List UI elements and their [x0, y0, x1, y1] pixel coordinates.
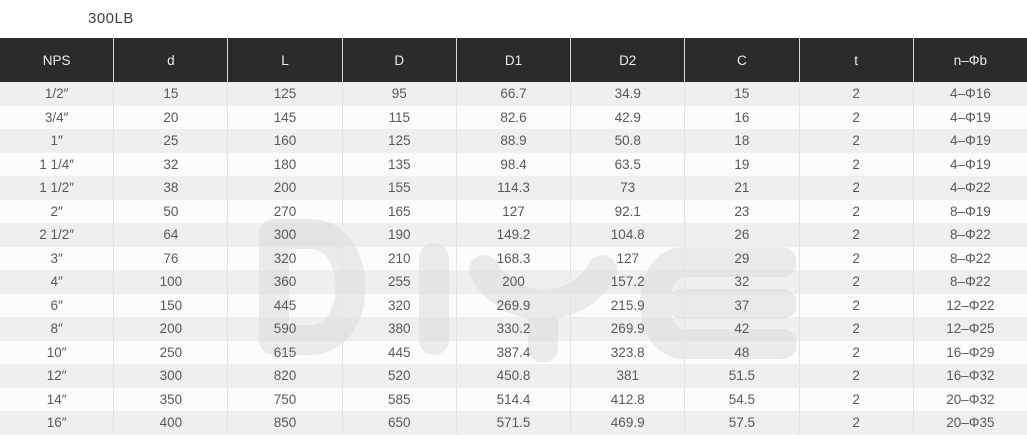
- table-cell: 360: [227, 270, 341, 294]
- table-cell: 585: [342, 388, 456, 412]
- table-cell: 650: [342, 411, 456, 435]
- table-cell: 200: [227, 176, 341, 200]
- header-cell: n–Φb: [913, 38, 1027, 82]
- table-cell: 157.2: [570, 270, 684, 294]
- table-row: [0, 82, 1027, 106]
- table-cell: 23: [684, 200, 798, 224]
- table-cell: 20–Φ32: [913, 388, 1027, 412]
- table-cell: 73: [570, 176, 684, 200]
- table-cell: 149.2: [456, 223, 570, 247]
- header-cell: t: [799, 38, 913, 82]
- header-cell: D1: [456, 38, 570, 82]
- table-cell: 95: [342, 82, 456, 106]
- table-cell: 3/4″: [44, 109, 69, 125]
- table-cell: 571.5: [456, 411, 570, 435]
- table-cell: 127: [456, 200, 570, 224]
- table-cell: 200: [456, 270, 570, 294]
- table-cell: 15: [113, 82, 227, 106]
- table-cell: 250: [113, 341, 227, 365]
- header-cell: D2: [570, 38, 684, 82]
- table-cell: 450.8: [456, 364, 570, 388]
- table-cell: 26: [684, 223, 798, 247]
- table-cell: 18: [684, 129, 798, 153]
- table-cell: 2: [799, 317, 913, 341]
- table-cell: 150: [113, 294, 227, 318]
- table-cell: 850: [227, 411, 341, 435]
- table-cell: 330.2: [456, 317, 570, 341]
- table-cell: 1/2″: [44, 86, 69, 102]
- table-cell: 12–Φ22: [913, 294, 1027, 318]
- table-cell: 54.5: [684, 388, 798, 412]
- table-cell: 2: [799, 411, 913, 435]
- table-cell: 48: [684, 341, 798, 365]
- table-cell: 2: [799, 129, 913, 153]
- table-cell: 168.3: [456, 247, 570, 271]
- table-row: [0, 388, 1027, 412]
- table-cell: 76: [113, 247, 227, 271]
- table-cell: 215.9: [570, 294, 684, 318]
- table-cell: 115: [342, 106, 456, 130]
- table-cell: 165: [342, 200, 456, 224]
- table-cell: 14″: [46, 391, 67, 407]
- table-cell: 750: [227, 388, 341, 412]
- table-cell: 4–Φ19: [913, 106, 1027, 130]
- table-row: [0, 200, 1027, 224]
- table-cell: 4″: [50, 274, 63, 290]
- table-cell: 25: [113, 129, 227, 153]
- table-cell: 42: [684, 317, 798, 341]
- table-row: [0, 247, 1027, 271]
- table-cell: 2: [799, 247, 913, 271]
- table-cell: 300: [227, 223, 341, 247]
- table-cell: 12″: [46, 368, 67, 384]
- table-header-row: [0, 38, 1027, 82]
- table-cell: 66.7: [456, 82, 570, 106]
- table-cell: 20–Φ35: [913, 411, 1027, 435]
- table-cell: 104.8: [570, 223, 684, 247]
- table-cell: 412.8: [570, 388, 684, 412]
- table-cell: 590: [227, 317, 341, 341]
- table-cell: 16″: [46, 415, 67, 431]
- table-cell: 15: [684, 82, 798, 106]
- table-cell: 8″: [50, 321, 63, 337]
- table-cell: 145: [227, 106, 341, 130]
- table-cell: 92.1: [570, 200, 684, 224]
- table-cell: 445: [227, 294, 341, 318]
- table-cell: 2: [799, 388, 913, 412]
- table-row: [0, 106, 1027, 130]
- table-cell: 514.4: [456, 388, 570, 412]
- table-cell: 37: [684, 294, 798, 318]
- table-cell: 2: [799, 341, 913, 365]
- table-cell: 16–Φ32: [913, 364, 1027, 388]
- table-cell: 155: [342, 176, 456, 200]
- table-cell: 29: [684, 247, 798, 271]
- table-cell: 1 1/4″: [39, 156, 75, 172]
- table-cell: 469.9: [570, 411, 684, 435]
- table-cell: 4–Φ22: [913, 176, 1027, 200]
- table-cell: 88.9: [456, 129, 570, 153]
- table-cell: 51.5: [684, 364, 798, 388]
- table-cell: 381: [570, 364, 684, 388]
- table-cell: 4–Φ16: [913, 82, 1027, 106]
- table-cell: 125: [342, 129, 456, 153]
- table-cell: 2: [799, 270, 913, 294]
- table-cell: 50.8: [570, 129, 684, 153]
- table-cell: 210: [342, 247, 456, 271]
- table-cell: 98.4: [456, 153, 570, 177]
- header-cell: C: [684, 38, 798, 82]
- table-cell: 255: [342, 270, 456, 294]
- table-cell: 445: [342, 341, 456, 365]
- table-cell: 8–Φ22: [913, 270, 1027, 294]
- table-cell: 114.3: [456, 176, 570, 200]
- table-row: [0, 223, 1027, 247]
- header-cell: D: [342, 38, 456, 82]
- table-cell: 2″: [50, 203, 63, 219]
- table-cell: 63.5: [570, 153, 684, 177]
- table-cell: 64: [113, 223, 227, 247]
- table-cell: 82.6: [456, 106, 570, 130]
- table-cell: 1 1/2″: [39, 180, 75, 196]
- spec-table: [0, 38, 1027, 435]
- table-row: [0, 153, 1027, 177]
- table-row: [0, 129, 1027, 153]
- table-cell: 20: [113, 106, 227, 130]
- table-cell: 4–Φ19: [913, 129, 1027, 153]
- table-cell: 2: [799, 294, 913, 318]
- table-cell: 2: [799, 176, 913, 200]
- table-cell: 270: [227, 200, 341, 224]
- table-cell: 125: [227, 82, 341, 106]
- table-cell: 32: [684, 270, 798, 294]
- table-cell: 8–Φ19: [913, 200, 1027, 224]
- table-cell: 127: [570, 247, 684, 271]
- table-cell: 3″: [50, 250, 63, 266]
- table-cell: 190: [342, 223, 456, 247]
- table-row: [0, 364, 1027, 388]
- table-cell: 32: [113, 153, 227, 177]
- table-cell: 6″: [50, 297, 63, 313]
- table-cell: 1″: [50, 133, 63, 149]
- table-cell: 2: [799, 223, 913, 247]
- table-cell: 50: [113, 200, 227, 224]
- table-cell: 100: [113, 270, 227, 294]
- table-cell: 2: [799, 153, 913, 177]
- table-cell: 180: [227, 153, 341, 177]
- table-cell: 269.9: [456, 294, 570, 318]
- table-row: [0, 411, 1027, 435]
- table-cell: 12–Φ25: [913, 317, 1027, 341]
- table-cell: 135: [342, 153, 456, 177]
- table-row: [0, 176, 1027, 200]
- table-cell: 10″: [46, 344, 67, 360]
- table-cell: 269.9: [570, 317, 684, 341]
- table-cell: 38: [113, 176, 227, 200]
- table-cell: 2: [799, 200, 913, 224]
- table-cell: 2: [799, 106, 913, 130]
- table-cell: 2: [799, 364, 913, 388]
- header-cell: NPS: [42, 52, 71, 68]
- table-cell: 16: [684, 106, 798, 130]
- table-cell: 615: [227, 341, 341, 365]
- table-cell: 21: [684, 176, 798, 200]
- table-cell: 323.8: [570, 341, 684, 365]
- table-cell: 57.5: [684, 411, 798, 435]
- table-cell: 8–Φ22: [913, 247, 1027, 271]
- table-cell: 19: [684, 153, 798, 177]
- table-cell: 350: [113, 388, 227, 412]
- table-cell: 387.4: [456, 341, 570, 365]
- table-cell: 820: [227, 364, 341, 388]
- table-cell: 4–Φ19: [913, 153, 1027, 177]
- table-title: 300LB: [88, 10, 134, 27]
- table-cell: 320: [342, 294, 456, 318]
- table-row: [0, 270, 1027, 294]
- table-cell: 2 1/2″: [39, 227, 75, 243]
- table-row: [0, 294, 1027, 318]
- table-cell: 380: [342, 317, 456, 341]
- table-cell: 16–Φ29: [913, 341, 1027, 365]
- header-cell: d: [113, 38, 227, 82]
- header-cell: L: [227, 38, 341, 82]
- table-cell: 8–Φ22: [913, 223, 1027, 247]
- table-cell: 300: [113, 364, 227, 388]
- table-body: [0, 82, 1027, 435]
- table-cell: 42.9: [570, 106, 684, 130]
- table-cell: 320: [227, 247, 341, 271]
- table-cell: 160: [227, 129, 341, 153]
- table-cell: 2: [799, 82, 913, 106]
- table-cell: 400: [113, 411, 227, 435]
- table-row: [0, 341, 1027, 365]
- table-cell: 200: [113, 317, 227, 341]
- table-row: [0, 317, 1027, 341]
- table-cell: 34.9: [570, 82, 684, 106]
- table-cell: 520: [342, 364, 456, 388]
